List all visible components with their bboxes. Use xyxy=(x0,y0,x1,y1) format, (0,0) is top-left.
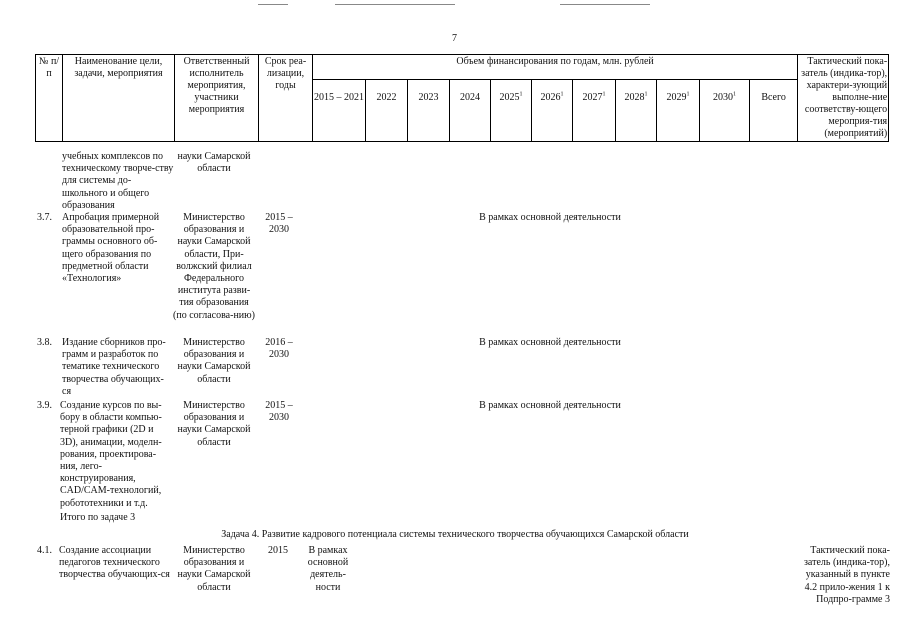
footnote-mark: 1 xyxy=(519,91,523,98)
row-term: 2015 – 2030 xyxy=(265,212,293,236)
header-year: 2029 xyxy=(666,92,687,103)
header-year: 2015 – 2021 xyxy=(313,80,366,142)
header-year-cell xyxy=(657,80,700,142)
task-4-title: Задача 4. Развитие кадрового потенциала системы технического творчества обучающихся Самарской области xyxy=(221,529,689,540)
row-responsible: Министерство образования и науки Самарской области, При-волжский филиал Федерального института разви-тия образования (по согласова-нию) xyxy=(173,212,255,321)
row-num: 3.9. xyxy=(37,400,52,411)
header-year-cell xyxy=(700,80,750,142)
row-name: Создание ассоциации педагогов технического творчества обучающих-ся xyxy=(59,545,170,581)
footnote-mark: 1 xyxy=(686,91,690,98)
header-year-cell xyxy=(491,80,532,142)
footnote-mark: 1 xyxy=(733,91,736,98)
header-year: 2028 xyxy=(624,92,645,103)
header-indicator: Тактический пока-затель (индика-тор), характери-зующий выполне-ние соответству-ющего мероприя-тия (мероприятий) xyxy=(798,55,889,142)
row-responsible: науки Самарской области xyxy=(177,151,251,175)
table-header xyxy=(35,54,889,142)
row-responsible: Министерство образования и науки Самарской области xyxy=(177,400,251,448)
header-year-cell xyxy=(532,80,573,142)
row-funding: В рамках основной деятельности xyxy=(479,400,621,411)
header-year: Всего xyxy=(750,80,798,142)
row-funding: В рамках основной деятельности xyxy=(479,337,621,348)
header-year: 2027 xyxy=(582,92,603,103)
footnote-mark: 1 xyxy=(560,91,564,98)
row-name: учебных комплексов по техническому творче-ству для системы до-школьного и общего образования xyxy=(62,151,174,211)
row-term: 2015 xyxy=(268,545,288,556)
header-name: Наименование цели, задачи, мероприятия xyxy=(63,55,175,142)
row-funding: В рамках основной деятельности xyxy=(479,212,621,223)
row-responsible: Министерство образования и науки Самарской области xyxy=(177,545,251,593)
header-year-cell xyxy=(573,80,616,142)
row-indicator: Тактический пока-затель (индика-тор), указанный в пункте 4.2 прило-жения 1 к Подпро-грамме 3 xyxy=(803,545,890,605)
row-num: 4.1. xyxy=(37,545,52,556)
page-number: 7 xyxy=(452,33,457,44)
footnote-mark: 1 xyxy=(602,91,606,98)
header-year: 2024 xyxy=(450,80,491,142)
row-name: Создание курсов по вы-бору в области компью-терной графики (2D и 3D), анимации, моделн-рования, проектирова-ния, лего-конструирования, CAD/CAM-технологий, робототехники и т.д. xyxy=(60,400,162,509)
row-name: Издание сборников про-грамм и разработок по тематике технического творчества обучающих-ся xyxy=(62,337,166,397)
row-name: Апробация примерной образовательной про-граммы основного об-щего образования по предметной области «Технология» xyxy=(62,212,160,285)
row-responsible: Министерство образования и науки Самарской области xyxy=(177,337,251,385)
subtotal-label: Итого по задаче 3 xyxy=(60,512,136,523)
header-responsible: Ответственный исполнитель мероприятия, участники мероприятия xyxy=(175,55,259,142)
row-term: 2016 – 2030 xyxy=(265,337,293,361)
header-num: № п/п xyxy=(36,55,63,142)
row-funding: В рамках основной деятель-ности xyxy=(307,545,349,593)
row-term: 2015 – 2030 xyxy=(265,400,293,424)
header-year-cell xyxy=(616,80,657,142)
footnote-mark: 1 xyxy=(644,91,648,98)
row-num: 3.8. xyxy=(37,337,52,348)
header-year: 2025 xyxy=(499,92,520,103)
header-year: 2026 xyxy=(540,92,561,103)
header-year: 2023 xyxy=(408,80,450,142)
row-num: 3.7. xyxy=(37,212,52,223)
header-year: 2022 xyxy=(366,80,408,142)
header-term: Срок реа-лизации, годы xyxy=(259,55,313,142)
header-year: 2030 xyxy=(713,92,733,103)
header-funding: Объем финансирования по годам, млн. рублей xyxy=(313,55,798,80)
